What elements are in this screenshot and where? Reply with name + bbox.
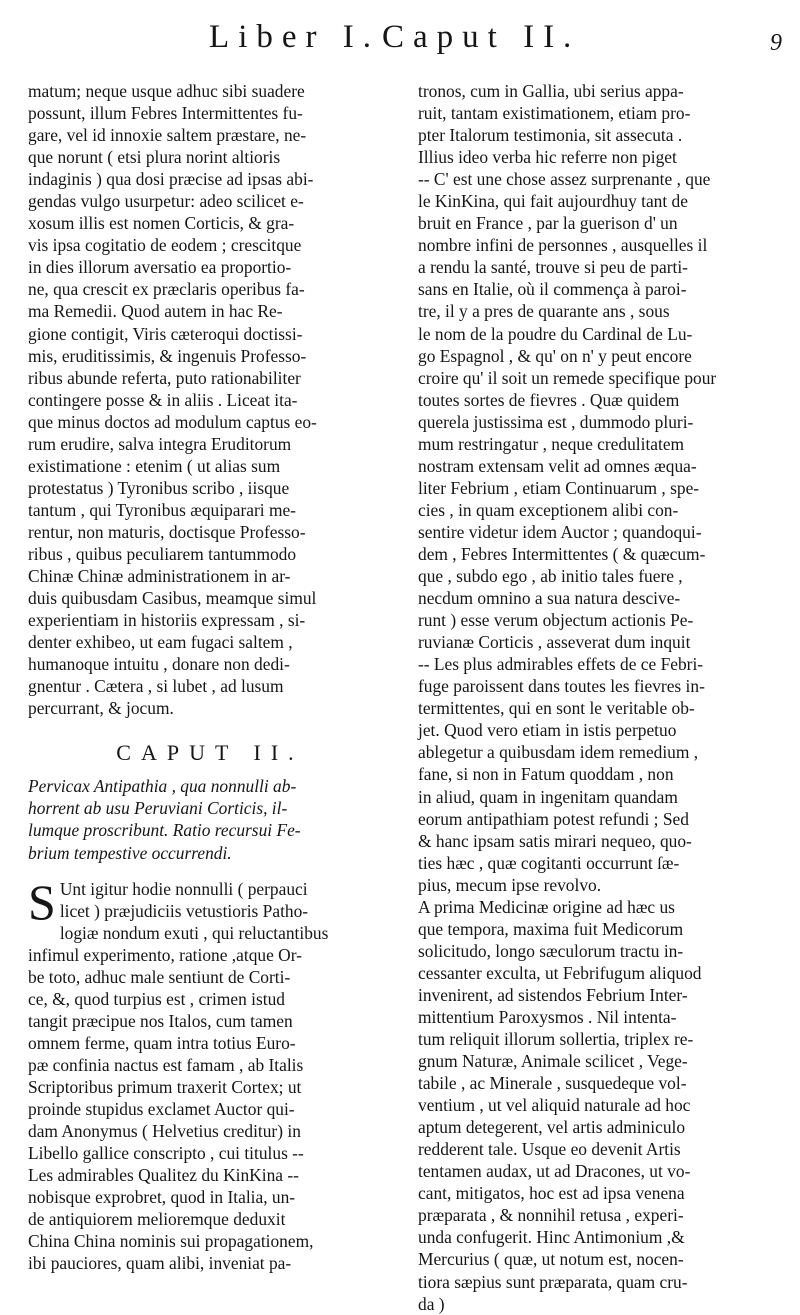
text-line: dam Anonymus ( Helvetius creditur) in [28,1121,301,1142]
text-line: le KinKina, qui fait aujourdhuy tant de [418,191,688,212]
text-line: in aliud, quam in ingenitam quandam [418,786,678,807]
text-line: gnum Naturæ, Animale scilicet , Vege- [418,1051,688,1072]
text-line: da ) [418,1293,445,1314]
text-line: ties hæc , quæ cogitanti occurrunt ſæ- [418,852,680,873]
text-line: gione contigit, Viris cæteroqui doctissi- [28,323,303,344]
text-line: licet ) præjudiciis vetustioris Patho- [59,900,309,921]
text-line: go Espagnol , & qu' on n' y peut encore [418,345,692,366]
text-line: logiæ nondum exuti , qui reluctantibus [59,922,329,943]
text-line: rum erudire, salva integra Eruditorum [28,433,292,454]
text-line: possunt, illum Febres Intermittentes fu- [28,103,303,124]
text-line: eorum antipathiam potest refundi ; Sed [418,808,689,829]
text-line: tentamen audax, ut ad Dracones, ut vo- [418,1161,691,1182]
text-line: necdum omnino a sua natura descive- [418,588,681,609]
text-line: unda confugerit. Hinc Antimonium ,& [418,1227,685,1248]
text-line: præparata , & nonnihil retusa , experi- [418,1205,684,1226]
text-line: ablegetur a quibusdam idem remedium , [418,742,699,763]
text-line: tum reliquit illorum sollertia, triplex re- [418,1029,694,1050]
spacer [28,864,392,878]
text-line: ibi pauciores, quam alibi, inveniat pa- [28,1253,292,1274]
text-line: que norunt ( etsi plura norint altioris [28,147,281,168]
text-line: tangit præcipue nos Italos, cum tamen [28,1010,293,1031]
text-line: ne, qua crescit ex præclaris operibus fa- [28,279,305,300]
text-line: ribus , quibus peculiarem tantummodo [28,543,297,564]
text-line: -- Les plus admirables effets de ce Febri- [418,654,704,675]
chapter-summary [28,775,392,863]
text-line: Unt igitur hodie nonnulli ( perpauci [59,878,308,899]
text-line: tre, il y a pres de quarante ans , sous [418,301,670,322]
text-line: pter Italorum testimonia, sit assecuta . [418,125,683,146]
text-line: ruit, tantam existimationem, etiam pro- [418,103,691,124]
text-line: que minus doctos ad modulum captus eo- [28,411,317,432]
text-line: Mercurius ( quæ, ut notum est, nocen- [418,1249,684,1270]
text-line: contingere posse & in aliis . Liceat ita- [28,389,298,410]
text-line: cessanter exculta, ut Febrifugum aliquod [418,962,702,983]
text-line: tabile , ac Minerale , susquedeque vol- [418,1073,687,1094]
text-line: aptum detegerent, vel artis adminiculo [418,1117,686,1138]
text-line: cies , in quam exceptionem alibi con- [418,499,679,520]
text-line: lumque proscribunt. Ratio recursui Fe- [28,820,301,841]
text-line: protestatus ) Tyronibus scribo , iisque [28,477,290,498]
text-line: ventium , ut vel aliquid naturale ad hoc [418,1095,691,1116]
text-line: tantum , qui Tyronibus æquiparari me- [28,499,296,520]
text-line: fuge paroissent dans toutes les fievres in- [418,676,705,697]
page-number: 9 [770,30,782,56]
text-line: ruvianæ Corticis , asseverat dum inquit [418,632,691,653]
text-line: & hanc ipsam satis mirari nequeo, quo- [418,830,692,851]
text-line: que tempora, maxima fuit Medicorum [418,918,684,939]
text-line: Les admirables Qualitez du KinKina -- [28,1165,299,1186]
text-line: le nom de la poudre du Cardinal de Lu- [418,323,693,344]
text-line: fane, si non in Fatum quoddam , non [418,764,674,785]
text-line: Illius ideo verba hic referre non piget [418,147,677,168]
paragraph-1 [28,80,392,719]
text-line: indaginis ) qua dosi præcise ad ipsas abi- [28,169,314,190]
text-line: toutes sortes de fievres . Quæ quidem [418,389,680,410]
text-line: be toto, adhuc male sentiunt de Corti- [28,966,291,987]
text-line: omnem ferme, quam intra totius Euro- [28,1032,296,1053]
text-line: humanoque intuitu , donare non dedi- [28,654,290,675]
text-line: nobisque exprobret, quod in Italia, un- [28,1187,296,1208]
text-line: que , subdo ego , ab initio tales fuere , [418,566,683,587]
text-line: existimatione : etenim ( ut alias sum [28,455,281,476]
text-line: cant, mitigatos, hoc est ad ipsa venena [418,1183,685,1204]
text-line: denter exhibeo, ut eam fugaci saltem , [28,632,293,653]
text-line: invenirent, ad sistendos Febrium Inter- [418,984,688,1005]
text-line: ce, &, quod turpius est , crimen istud [28,988,285,1009]
text-line: mis, eruditissimis, & ingenuis Professo- [28,345,307,366]
text-line: solicitudo, longo sæculorum tractu in- [418,940,684,961]
text-line: tronos, cum in Gallia, ubi serius appa- [418,81,684,101]
text-line: A prima Medicinæ origine ad hæc us [418,896,675,917]
text-line: nombre infini de personnes , ausquelles il [418,235,708,256]
text-line: -- C' est une chose assez surprenante , que [418,169,711,190]
text-line: bruit en France , par la guerison d' un [418,213,678,234]
text-line: tiora sæpius sunt præparata, quam cru- [418,1271,688,1292]
text-line: de antiquiorem melioremque deduxit [28,1209,286,1230]
text-line: ma Remedii. Quod autem in hac Re- [28,301,283,322]
text-line: percurrant, & jocum. [28,698,174,719]
text-line: mum restringatur , neque credulitatem [418,433,685,454]
text-line: infimul experimento, ratione ,atque Or- [28,944,302,965]
text-line: brium tempestive occurrendi. [28,842,232,863]
text-line: querela justissima est , dummodo pluri- [418,411,694,432]
running-head-book: Liber I. [209,19,380,55]
text-line: duis quibusdam Casibus, meamque simul [28,588,317,609]
text-line: ribus abunde referta, puto rationabiliter [28,367,301,388]
text-line: mittentium Paroxysmos . Nil intenta- [418,1006,677,1027]
text-line: experientiam in historiis expressam , si- [28,610,306,631]
text-line: redderent tale. Usque eo devenit Artis [418,1139,681,1160]
text-line: Pervicax Antipathia , qua nonnulli ab- [28,776,297,797]
right-column [418,80,782,1315]
running-head [0,12,800,62]
text-line: xosum illis est nomen Corticis, & gra- [28,213,295,234]
text-line: pius, mecum ipse revolvo. [418,874,602,895]
text-line: dem , Febres Intermittentes ( & quæcum- [418,543,706,564]
text-line: runt ) esse verum objectum actionis Pe- [418,610,694,631]
text-line: vis ipsa cogitatio de eodem ; crescitque [28,235,302,256]
text-line: Scriptoribus primum traxerit Cortex; ut [28,1076,302,1097]
text-line: Chinæ Chinæ administrationem in ar- [28,566,291,587]
text-line: sans en Italie, où il commença à paroi- [418,279,687,300]
text-line: jet. Quod vero etiam in istis perpetuo [418,720,677,741]
text-line: rentur, non maturis, doctisque Professo- [28,521,306,542]
text-line: in dies illorum aversatio ea proportio- [28,257,292,278]
text-line: croire qu' il soit un remede specifique pour [418,367,717,388]
text-line: liter Febrium , etiam Continuarum , spe- [418,477,700,498]
text-line: proinde stupidus exclamet Auctor qui- [28,1099,295,1120]
text-line: a rendu la santé, trouve si peu de parti- [418,257,688,278]
text-line: sentire videtur idem Auctor ; quandoqui- [418,521,702,542]
text-line: Libello gallice conscripto , cui titulus -- [28,1143,304,1164]
text-line: matum; neque usque adhuc sibi suadere [28,81,305,101]
text-line: horrent ab usu Peruviani Corticis, il- [28,798,288,819]
text-line: termittentes, qui en sont le veritable ob- [418,698,695,719]
chapter-heading: CAPUT II. [116,740,304,766]
text-line: gnentur . Cætera , si lubet , ad lusum [28,676,284,697]
text-line: nostram extensam velit ad omnes æqua- [418,455,697,476]
left-column [28,80,392,1274]
paragraph-2 [28,873,392,1275]
drop-cap: S [28,873,56,930]
text-line: China China nominis sui propagationem, [28,1231,314,1252]
text-line: gendas vulgo usurpetur: adeo scilicet e- [28,191,304,212]
text-line: pæ confinia nactus est famam , ab Italis [28,1054,304,1075]
text-line: gare, vel id innoxie saltem præstare, ne- [28,125,307,146]
running-head-chapter: Caput II. [382,19,581,55]
